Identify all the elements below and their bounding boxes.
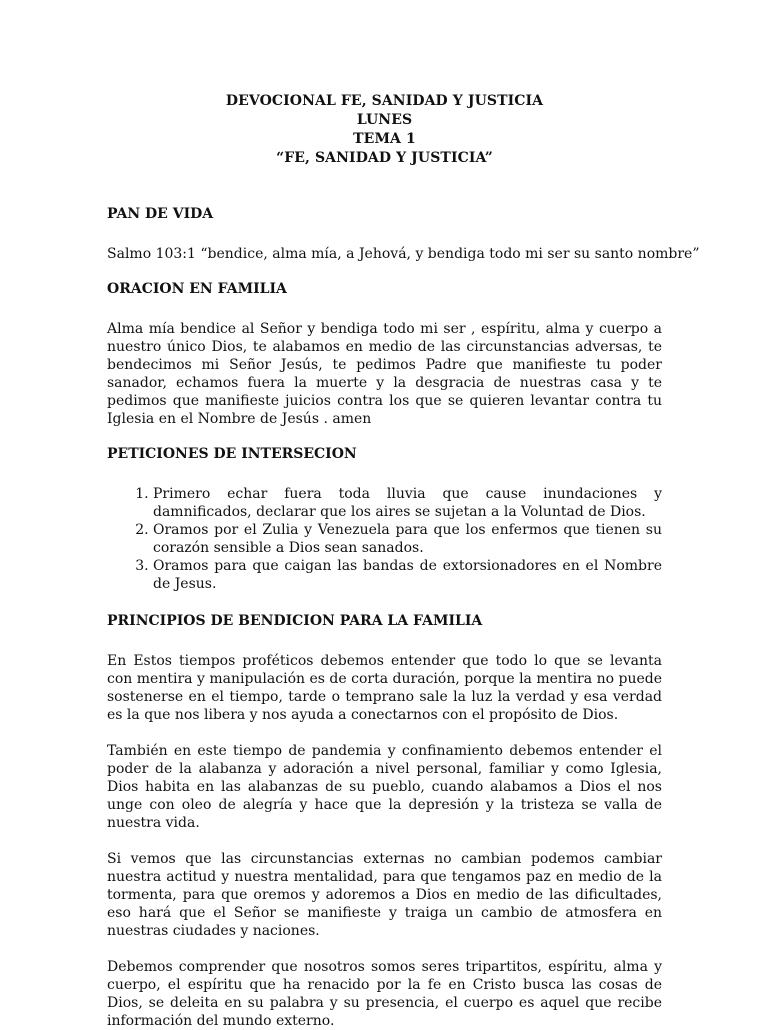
section-heading-peticiones: PETICIONES DE INTERSECION xyxy=(107,446,357,462)
document-header xyxy=(107,92,662,168)
principle-paragraph-3: Si vemos que las circunstancias externas no cambian podemos cambiar nuestra actitud y nuestra mentalidad, para que tengamos paz en medio de la tormenta, para que oremos y adoremos a Dios en medio de las dificultades, eso hará que el Señor se manifieste y traiga un cambio de atmosfera en nuestras ciudades y naciones. xyxy=(107,851,662,939)
section-heading-principios: PRINCIPIOS DE BENDICION PARA LA FAMILIA xyxy=(107,613,483,629)
psalm-verse: Salmo 103:1 “bendice, alma mía, a Jehová, y bendiga todo mi ser su santo nombre” xyxy=(107,246,700,262)
petition-item-2: 2. Oramos por el Zulia y Venezuela para que los enfermos que tienen su corazón sensible a Dios sean sanados. xyxy=(153,521,662,557)
section-heading-oracion: ORACION EN FAMILIA xyxy=(107,281,287,297)
topic-number: TEMA 1 xyxy=(353,131,416,147)
principle-paragraph-1: En Estos tiempos proféticos debemos entender que todo lo que se levanta con mentira y manipulación es de corta duración, porque la mentira no puede sostenerse en el tiempo, tarde o temprano sale la luz la verdad y esa verdad es la que nos libera y nos ayuda a conectarnos con el propósito de Dios. xyxy=(107,653,662,723)
prayer-paragraph: Alma mía bendice al Señor y bendiga todo mi ser , espíritu, alma y cuerpo a nuestro único Dios, te alabamos en medio de las circunstancias adversas, te bendecimos mi Señor Jesús, te pedimos Padre que manifieste tu poder sanador, echamos fuera la muerte y la desgracia de nuestras casa y te pedimos que manifieste juicios contra los que se quieren levantar contra tu Iglesia en el Nombre de Jesús . amen xyxy=(107,321,662,427)
principle-paragraph-4: Debemos comprender que nosotros somos seres tripartitos, espíritu, alma y cuerpo, el espíritu que ha renacido por la fe en Cristo busca las cosas de Dios, se deleita en su palabra y su presencia, el cuerpo es aquel que recibe información del mundo externo. xyxy=(107,959,662,1029)
topic-title: “FE, SANIDAD Y JUSTICIA” xyxy=(276,150,493,166)
document-title: DEVOCIONAL FE, SANIDAD Y JUSTICIA xyxy=(225,93,544,109)
petition-item-3: 3. Oramos para que caigan las bandas de extorsionadores en el Nombre de Jesus. xyxy=(153,557,662,593)
petition-item-1: 1. Primero echar fuera toda lluvia que cause inundaciones y damnificados, declarar que los aires se sujetan a la Voluntad de Dios. xyxy=(153,485,662,521)
day-label: LUNES xyxy=(356,112,413,128)
petitions-list xyxy=(107,485,662,593)
principle-paragraph-2: También en este tiempo de pandemia y confinamiento debemos entender el poder de la alabanza y adoración a nivel personal, familiar y como Iglesia, Dios habita en las alabanzas de su pueblo, cuando alabamos a Dios el nos unge con oleo de alegría y hace que la depresión y la tristeza se valla de nuestra vida. xyxy=(107,743,662,831)
section-heading-pan-de-vida: PAN DE VIDA xyxy=(107,206,214,222)
